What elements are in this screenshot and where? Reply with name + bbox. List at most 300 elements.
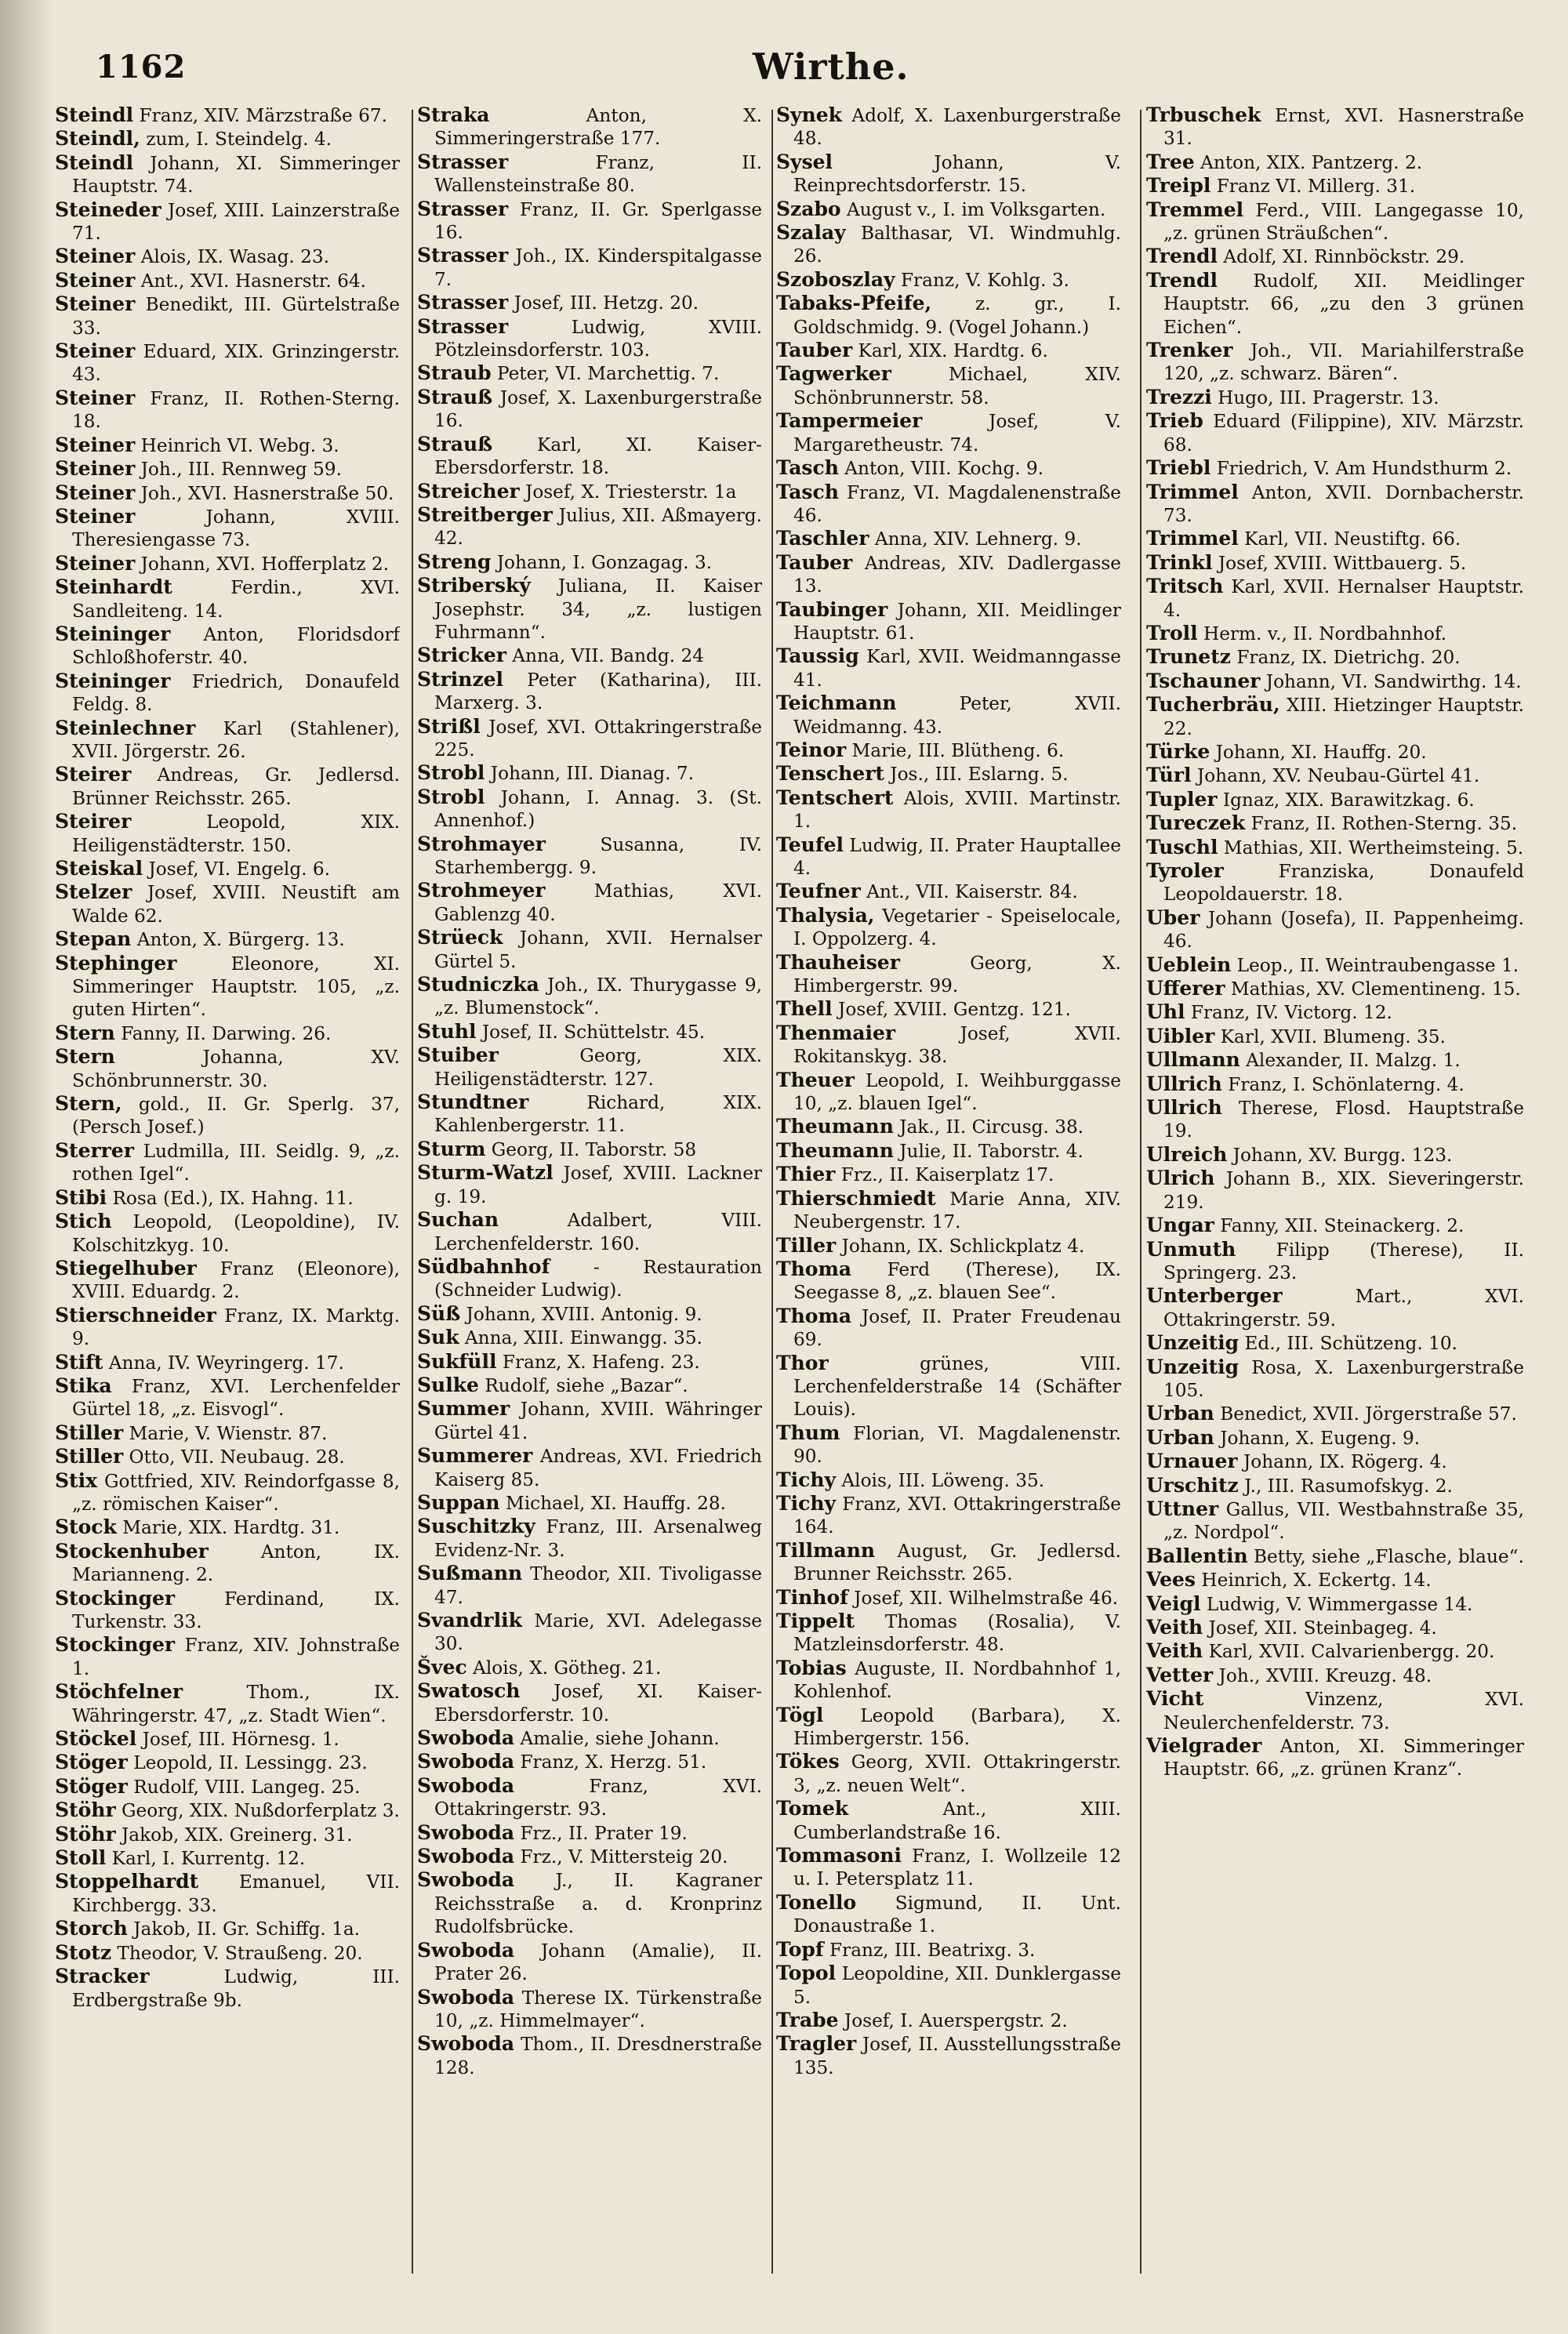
entry-surname: Vetter [1146, 1663, 1214, 1686]
entry-surname: Strohmeyer [417, 879, 546, 902]
entry-surname: Tauber [776, 339, 853, 362]
entry-surname: Swoboda [417, 1938, 515, 1962]
entry-surname: Steiner [55, 339, 136, 363]
entry-details: Franz, XVI. Ottakringerstr. 93. [434, 1775, 762, 1820]
entry-details: XIII. Hietzinger Hauptstr. 22. [1163, 695, 1524, 739]
entry-surname: Steinlechner [55, 716, 196, 739]
directory-entry [55, 1540, 400, 1587]
entry-surname: Sulke [417, 1373, 479, 1396]
directory-entry [417, 1562, 762, 1609]
directory-entry [1146, 859, 1524, 906]
entry-surname: Steiner [55, 551, 136, 575]
directory-entry [1146, 409, 1524, 456]
entry-details: Ludwig, V. Wimmergasse 14. [1200, 1593, 1473, 1615]
entry-details: Johann, III. Dianag. 7. [485, 763, 694, 785]
directory-entry [417, 103, 762, 151]
entry-surname: Tremmel [1146, 198, 1244, 221]
entry-surname: Streicher [417, 479, 520, 503]
entry-details: Gottfried, XIV. Reindorfgasse 8, „z. römischen Kaiser“. [72, 1470, 400, 1515]
entry-details: Michael, XIV. Schönbrunnerstr. 58. [793, 364, 1121, 408]
directory-entry [417, 1491, 762, 1515]
directory-entry [55, 1515, 400, 1539]
entry-surname: Süß [417, 1301, 461, 1325]
entry-surname: Unzeitig [1146, 1355, 1240, 1378]
directory-entry [1146, 174, 1524, 198]
entry-details: Karl, XI. Kaiser-Ebersdorferstr. 18. [434, 434, 762, 479]
entry-surname: Stibi [55, 1185, 107, 1209]
entry-details: Peter, XVII. Weidmanng. 43. [793, 693, 1121, 738]
entry-details: Ant., XVI. Hasnerstr. 64. [135, 270, 366, 292]
entry-surname: Stotz [55, 1940, 112, 1964]
entry-surname: Stika [55, 1374, 112, 1397]
entry-details: Josef, XVI. Ottakringerstraße 225. [434, 716, 762, 760]
entry-details: Franz, XVI. Ottakringerstraße 164. [793, 1493, 1121, 1538]
entry-details: Leopold, II. Lessingg. 23. [127, 1752, 368, 1774]
entry-details: Alois, III. Löweng. 35. [836, 1469, 1045, 1491]
entry-details: Georg, XVII. Ottakringerstr. 3, „z. neuen Welt“. [793, 1751, 1121, 1796]
entry-details: Gallus, VII. Westbahnstraße 35, „z. Nordpol“. [1163, 1498, 1524, 1544]
directory-entry [776, 786, 1121, 833]
entry-surname: Trunetz [1146, 645, 1231, 669]
directory-entry [1146, 103, 1524, 151]
entry-details: Johann B., XIX. Sieveringerstr. 219. [1163, 1168, 1524, 1213]
entry-details: Franz, IV. Victorg. 12. [1185, 1002, 1392, 1024]
entry-surname: Theumann [776, 1138, 894, 1162]
entry-details: Josef, XVIII. Lackner g. 19. [434, 1163, 762, 1207]
entry-surname: Stöhr [55, 1799, 116, 1822]
entry-details: Otto, VII. Neubaug. 28. [123, 1446, 345, 1468]
entry-surname: Uibler [1146, 1024, 1215, 1047]
directory-entry [55, 1965, 400, 2012]
entry-surname: Strobl [417, 761, 485, 785]
directory-entry [1146, 1687, 1524, 1734]
entry-surname: Theumann [776, 1115, 894, 1138]
entry-surname: Ballentin [1146, 1544, 1248, 1567]
entry-details: Amalie, siehe Johann. [514, 1728, 720, 1750]
entry-details: Theodor, XII. Tivoligasse 47. [434, 1563, 762, 1608]
entry-details: Vinzenz, XVI. Neulerchenfelderstr. 73. [1163, 1689, 1524, 1733]
entry-details: Marie, XIX. Hardtg. 31. [116, 1517, 340, 1539]
entry-details: Josef, VI. Engelg. 6. [143, 858, 331, 880]
entry-surname: Trinkl [1146, 550, 1213, 574]
entry-surname: Trabe [776, 2008, 839, 2031]
directory-entry [1146, 1568, 1524, 1592]
entry-surname: Stoppelhardt [55, 1870, 199, 1893]
entry-details: Joh., XVI. Hasnerstraße 50. [135, 482, 394, 504]
directory-entry [55, 127, 400, 151]
directory-entry [776, 292, 1121, 339]
directory-entry [776, 904, 1121, 951]
entry-details: Franz VI. Millerg. 31. [1210, 176, 1416, 198]
directory-entry [776, 1187, 1121, 1234]
directory-entry [776, 691, 1121, 739]
directory-entry [55, 1351, 400, 1374]
entry-details: Johann, IX. Schlickplatz 4. [836, 1235, 1085, 1257]
entry-details: Mathias, XVI. Gablenzg 40. [434, 880, 762, 925]
entry-details: Johann, XVIII. Antonig. 9. [460, 1303, 702, 1325]
directory-entry [1146, 645, 1524, 669]
entry-surname: Tragler [776, 2032, 857, 2056]
directory-entry [417, 1161, 762, 1208]
directory-entry [1146, 1426, 1524, 1450]
entry-surname: Swoboda [417, 2032, 515, 2056]
entry-details: Johann, XII. Meidlinger Hauptstr. 61. [793, 599, 1121, 644]
directory-entry [417, 550, 762, 574]
entry-details: Friedrich, Donaufeld Feldg. 8. [72, 670, 400, 716]
entry-surname: Unzeitig [1146, 1331, 1240, 1355]
entry-surname: Suk [417, 1326, 459, 1349]
entry-surname: Stuhl [417, 1019, 477, 1043]
entry-details: Joh., IX. Kinderspitalgasse 7. [434, 245, 762, 290]
entry-details: Johann, XI. Simmeringer Hauptstr. 74. [72, 152, 400, 198]
entry-details: Karl, XVII. Hernalser Hauptstr. 4. [1163, 576, 1524, 621]
directory-entry [417, 1656, 762, 1679]
entry-surname: Strinzel [417, 667, 504, 691]
entry-surname: Tagwerker [776, 362, 891, 386]
entry-details: Anna, XIII. Einwangg. 35. [459, 1327, 703, 1349]
directory-entry [417, 1515, 762, 1562]
directory-entry [417, 1397, 762, 1444]
directory-entry [417, 833, 762, 880]
directory-entry [776, 644, 1121, 691]
directory-entry [1146, 906, 1524, 953]
entry-surname: Steiner [55, 386, 136, 409]
directory-entry [55, 880, 400, 927]
directory-entry [776, 527, 1121, 550]
directory-entry [776, 1258, 1121, 1305]
directory-entry [55, 1775, 400, 1799]
entry-surname: Strasser [417, 150, 509, 173]
directory-entry [417, 1255, 762, 1302]
entry-details: Franz, III. Beatrixg. 3. [823, 1939, 1036, 1961]
entry-surname: Strauß [417, 432, 493, 456]
directory-entry [417, 574, 762, 644]
entry-surname: Veith [1146, 1616, 1203, 1639]
directory-entry [55, 1210, 400, 1257]
entry-details: Thomas (Rosalia), V. Matzleinsdorferstr. 48. [793, 1611, 1121, 1656]
directory-entry [1146, 1450, 1524, 1473]
directory-entry [417, 386, 762, 433]
directory-entry [1146, 1214, 1524, 1237]
column-divider [1140, 110, 1142, 2274]
entry-surname: Steiner [55, 457, 136, 481]
entry-details: Josef, XVIII. Gentzg. 121. [832, 999, 1071, 1021]
directory-entry [55, 1374, 400, 1421]
directory-entry [417, 644, 762, 667]
directory-entry [776, 1891, 1121, 1938]
entry-surname: Stierschneider [55, 1303, 216, 1327]
directory-entry [1146, 1096, 1524, 1143]
directory-entry [55, 1846, 400, 1870]
entry-surname: Stöger [55, 1774, 128, 1798]
directory-entry [776, 1586, 1121, 1610]
directory-entry [776, 456, 1121, 480]
entry-surname: Sukfüll [417, 1349, 497, 1373]
entry-surname: Studniczka [417, 973, 539, 996]
directory-entry [776, 833, 1121, 880]
directory-entry [417, 1726, 762, 1750]
directory-entry [55, 1092, 400, 1139]
entry-surname: Stich [55, 1210, 112, 1233]
entry-surname: Ungar [1146, 1214, 1214, 1237]
entry-surname: Swoboda [417, 1845, 515, 1868]
directory-entry [1146, 1238, 1524, 1285]
directory-entry [776, 1610, 1121, 1657]
entry-surname: Thier [776, 1163, 836, 1186]
entry-surname: Taussig [776, 644, 859, 668]
entry-surname: Sysel [776, 150, 833, 173]
directory-entry [417, 1302, 762, 1326]
entry-surname: Uttner [1146, 1497, 1219, 1520]
entry-surname: Trieb [1146, 409, 1203, 433]
entry-surname: Trendl [1146, 245, 1218, 268]
directory-entry [1146, 481, 1524, 528]
directory-entry [55, 1917, 400, 1940]
entry-surname: Ullrich [1146, 1072, 1222, 1095]
entry-surname: Steininger [55, 622, 171, 645]
directory-entry [776, 103, 1121, 151]
entry-surname: Steindl [55, 151, 134, 174]
directory-entry [55, 1469, 400, 1516]
entry-surname: Topol [776, 1962, 837, 1985]
directory-entry [55, 505, 400, 552]
entry-details: Ferdinand, IX. Turkenstr. 33. [72, 1588, 400, 1632]
directory-entry [1146, 1592, 1524, 1616]
entry-surname: Sterrer [55, 1138, 134, 1162]
entry-surname: Theuer [776, 1068, 855, 1091]
column-1 [55, 103, 400, 2275]
entry-surname: Trenker [1146, 339, 1233, 362]
entry-surname: Synek [776, 103, 842, 126]
entry-details: Jak., II. Circusg. 38. [893, 1116, 1084, 1138]
entry-surname: Tentschert [776, 786, 894, 809]
entry-surname: Swoboda [417, 1985, 515, 2009]
entry-details: Johann, XVIII. Währinger Gürtel 41. [434, 1399, 762, 1443]
entry-surname: Strißl [417, 714, 481, 738]
entry-details: Franz, III. Arsenalweg Evidenz-Nr. 3. [434, 1516, 762, 1561]
entry-details: J., III. Rasumofskyg. 2. [1238, 1475, 1453, 1497]
entry-surname: Trimmel [1146, 480, 1239, 503]
entry-details: Benedikt, III. Gürtelstraße 33. [72, 294, 400, 339]
directory-entry [417, 1868, 762, 1938]
entry-details: Mathias, XII. Wertheimsteing. 5. [1218, 837, 1524, 858]
entry-details: Anton, X. Simmeringerstraße 177. [434, 105, 762, 150]
entry-details: Fanny, II. Darwing. 26. [114, 1022, 332, 1044]
directory-entry [417, 715, 762, 762]
entry-details: Hugo, III. Pragerstr. 13. [1211, 387, 1439, 408]
entry-surname: Ufferer [1146, 977, 1225, 1000]
entry-surname: Stiller [55, 1445, 124, 1468]
entry-details: Marie, XVI. Adelegasse 30. [434, 1610, 762, 1655]
entry-details: Adolf, XI. Rinnböckstr. 29. [1218, 246, 1465, 268]
directory-entry [417, 1821, 762, 1845]
entry-surname: Stracker [55, 1965, 150, 1988]
entry-details: Johann (Amalie), II. Prater 26. [434, 1940, 762, 1985]
entry-details: Franz, XVI. Lerchenfelder Gürtel 18, „z. Eisvogl“. [72, 1375, 400, 1421]
entry-surname: Steindl [55, 103, 134, 126]
entry-surname: Tommasoni [776, 1844, 902, 1868]
directory-entry [417, 879, 762, 926]
entry-details: Franziska, Donaufeld Leopoldauerstr. 18. [1163, 861, 1524, 906]
directory-entry [417, 1350, 762, 1374]
entry-details: Balthasar, VI. Windmuhlg. 26. [793, 223, 1121, 267]
entry-details: Friedrich, V. Am Hundsthurm 2. [1210, 458, 1512, 480]
entry-surname: Streitberger [417, 503, 553, 526]
entry-surname: Steiner [55, 433, 136, 456]
directory-entry [417, 1020, 762, 1044]
directory-entry [1146, 1474, 1524, 1497]
directory-entry [55, 1186, 400, 1210]
entry-surname: Strasser [417, 291, 509, 314]
entry-surname: Stockinger [55, 1586, 176, 1610]
entry-surname: Steininger [55, 669, 171, 692]
directory-entry [776, 409, 1121, 456]
directory-entry [417, 151, 762, 198]
directory-entry [417, 786, 762, 833]
directory-entry [776, 598, 1121, 645]
entry-details: Leopold, I. Weihburggasse 10, „z. blauen Igel“. [793, 1069, 1121, 1115]
entry-details: Anton, IX. Marianneng. 2. [72, 1541, 400, 1586]
directory-entry [55, 1257, 400, 1304]
entry-surname: Urban [1146, 1425, 1214, 1449]
directory-entry [776, 739, 1121, 762]
directory-entry [1146, 456, 1524, 480]
directory-entry [55, 1823, 400, 1846]
entry-surname: Szabo [776, 197, 841, 220]
entry-details: Ernst, XVI. Hasnerstraße 31. [1163, 105, 1524, 150]
directory-entry [776, 1352, 1121, 1421]
entry-surname: Szoboszlay [776, 267, 895, 291]
entry-details: Anton, X. Bürgerg. 13. [131, 929, 345, 951]
entry-details: Joh., VII. Mariahilferstraße 120, „z. schwarz. Bären“. [1163, 340, 1524, 385]
entry-surname: Tenschert [776, 762, 884, 786]
entry-surname: Suschitzky [417, 1515, 535, 1538]
entry-surname: Thenmaier [776, 1021, 896, 1044]
entry-surname: Thoma [776, 1304, 852, 1327]
entry-details: Ludwig, III. Erdbergstraße 9b. [72, 1966, 400, 2011]
entry-surname: Stiegelhuber [55, 1256, 197, 1280]
directory-entry [1146, 622, 1524, 645]
directory-entry [776, 1750, 1121, 1797]
directory-entry [1146, 740, 1524, 764]
directory-entry [55, 1633, 400, 1680]
entry-details: Josef, XII. Wilhelmstraße 46. [848, 1587, 1119, 1609]
entry-surname: Urnauer [1146, 1450, 1238, 1473]
directory-entry [776, 221, 1121, 268]
entry-details: August v., I. im Volksgarten. [840, 198, 1106, 220]
entry-details: Leopold (Barbara), X. Himbergerstr. 156. [793, 1704, 1121, 1750]
entry-details: Anton, Floridsdorf Schloßhoferstr. 40. [72, 623, 400, 669]
directory-entry [55, 857, 400, 880]
directory-entry [776, 1962, 1121, 2009]
directory-entry [1146, 1048, 1524, 1072]
entry-surname: Tritsch [1146, 575, 1224, 598]
entry-surname: Veith [1146, 1639, 1203, 1663]
entry-details: - Restauration (Schneider Ludwig). [434, 1256, 762, 1301]
directory-entry [417, 315, 762, 362]
entry-details: Karl, XIX. Hardtg. 6. [852, 340, 1048, 362]
entry-details: Johanna, XV. Schönbrunnerstr. 30. [72, 1047, 400, 1091]
directory-entry [776, 2032, 1121, 2079]
entry-surname: Striberský [417, 574, 531, 597]
directory-entry [776, 1492, 1121, 1539]
entry-details: Ludmilla, III. Seidlg. 9, „z. rothen Igel“. [72, 1140, 400, 1185]
entry-details: Marie, V. Wienstr. 87. [123, 1422, 328, 1444]
entry-details: Heinrich, X. Eckertg. 14. [1196, 1570, 1432, 1592]
directory-entry [55, 670, 400, 717]
entry-details: z. gr., I. Goldschmidg. 9. (Vogel Johann.) [793, 293, 1121, 338]
directory-entry [1146, 245, 1524, 268]
directory-entry [55, 1587, 400, 1634]
entry-details: Josef, XVIII. Wittbauerg. 5. [1212, 552, 1467, 574]
entry-details: Thom., II. Dresdnerstraße 128. [434, 2034, 762, 2078]
directory-entry [55, 1139, 400, 1186]
entry-surname: Ullmann [1146, 1048, 1240, 1072]
directory-entry [417, 433, 762, 480]
entry-surname: Treipl [1146, 174, 1211, 198]
entry-details: Anna, IV. Weyringerg. 17. [103, 1352, 344, 1374]
entry-details: Peter, VI. Marchettig. 7. [491, 363, 720, 385]
entry-details: Anton, XIX. Pantzerg. 2. [1194, 151, 1423, 173]
directory-entry [776, 1844, 1121, 1891]
entry-details: Franz, II. Wallensteinstraße 80. [434, 151, 762, 197]
entry-surname: Svandrlik [417, 1609, 522, 1632]
directory-entry [1146, 1356, 1524, 1403]
directory-entry [1146, 386, 1524, 409]
entry-surname: Thor [776, 1351, 829, 1374]
entry-surname: Vicht [1146, 1687, 1204, 1711]
entry-details: Joh., XVIII. Kreuzg. 48. [1213, 1664, 1432, 1686]
entry-surname: Stricker [417, 644, 506, 667]
entry-surname: Trezzi [1146, 385, 1212, 408]
entry-details: Vegetarier - Speiselocale, I. Oppolzerg. 4. [793, 905, 1121, 950]
entry-details: Eduard (Filippine), XIV. Märzstr. 68. [1163, 411, 1524, 456]
column-divider [412, 110, 413, 2274]
directory-entry [417, 1444, 762, 1491]
entry-details: Anton, XI. Simmeringer Hauptstr. 66, „z. grünen Kranz“. [1163, 1736, 1524, 1780]
entry-surname: Thalysia, [776, 903, 875, 927]
entry-details: Anton, XVII. Dornbacherstr. 73. [1163, 481, 1524, 526]
entry-details: Alois, X. Götheg. 21. [466, 1657, 662, 1679]
entry-details: Georg, X. Himbergerstr. 99. [793, 952, 1121, 997]
entry-details: Josef, II. Ausstellungsstraße 135. [793, 2034, 1121, 2078]
entry-surname: Strohmayer [417, 832, 546, 855]
column-4 [1146, 103, 1524, 2275]
entry-details: Franz, XIV. Johnstraße 1. [72, 1635, 400, 1679]
entry-surname: Tampermeier [776, 409, 923, 433]
entry-details: Leopold, XIX. Heiligenstädterstr. 150. [72, 811, 400, 856]
directory-entry [1146, 1497, 1524, 1545]
entry-surname: Unterberger [1146, 1284, 1283, 1308]
entry-surname: Uber [1146, 906, 1200, 929]
entry-surname: Türl [1146, 764, 1192, 787]
entry-details: Georg, XIX. Nußdorferplatz 3. [115, 1800, 400, 1822]
entry-surname: Stepan [55, 927, 132, 951]
directory-entry [417, 503, 762, 550]
entry-surname: Veigl [1146, 1592, 1201, 1615]
directory-entry [55, 339, 400, 387]
entry-surname: Thoma [776, 1257, 852, 1280]
directory-entry [417, 926, 762, 973]
entry-surname: Steirer [55, 763, 132, 786]
entry-surname: Summer [417, 1397, 510, 1421]
binding-shadow [0, 0, 55, 2334]
entry-details: Josef, II. Prater Freudenau 69. [793, 1305, 1121, 1351]
entry-details: Anton, VIII. Kochg. 9. [838, 458, 1044, 480]
entry-details: Michael, XI. Hauffg. 28. [499, 1492, 727, 1514]
entry-surname: Stockenhuber [55, 1539, 209, 1563]
entry-surname: Ulrich [1146, 1167, 1215, 1190]
